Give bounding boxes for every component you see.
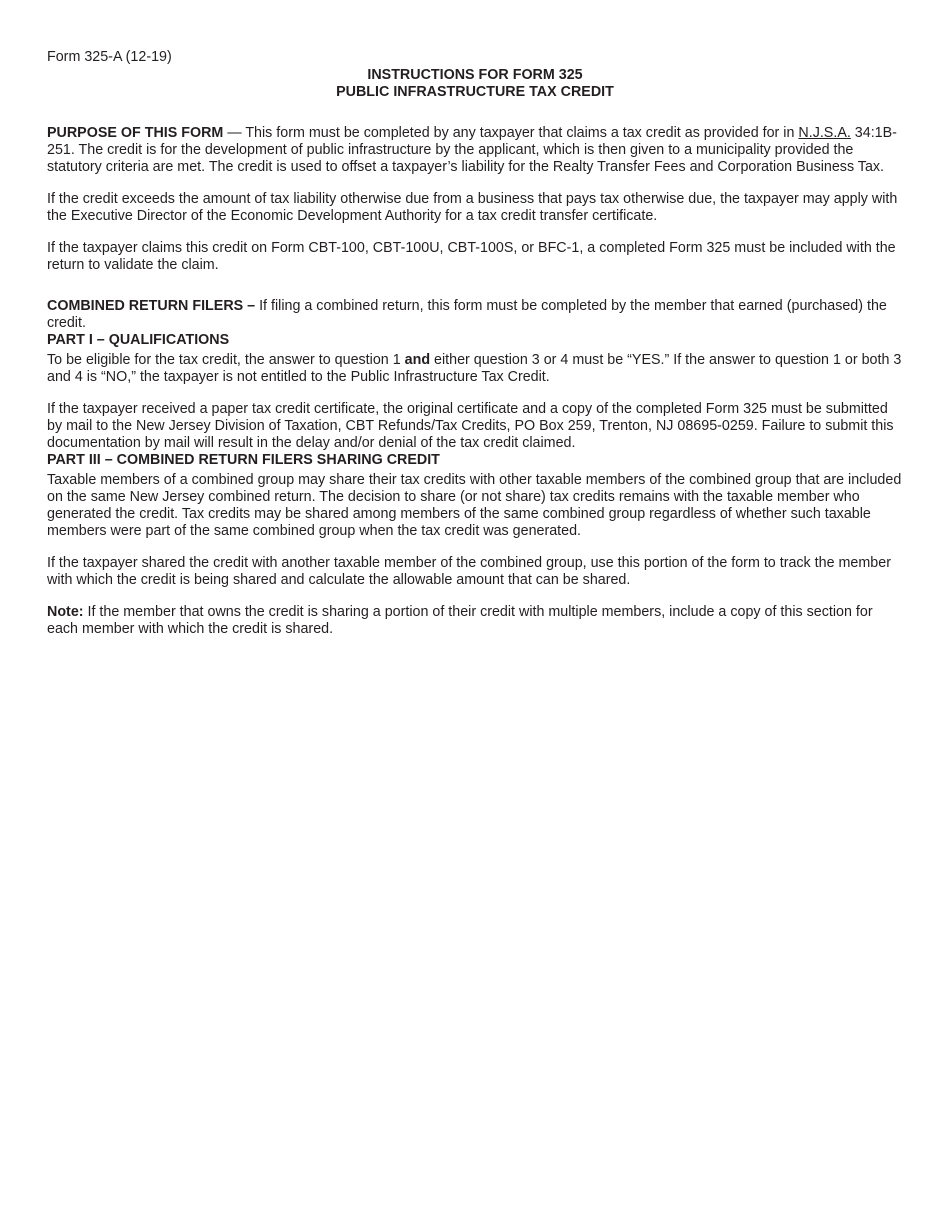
title-line-2: PUBLIC INFRASTRUCTURE TAX CREDIT	[336, 84, 614, 100]
document-title	[47, 67, 903, 101]
part3-paragraph-1: Taxable members of a combined group may share their tax credits with other taxable members of the combined group that are included on the same New Jersey combined return. The decision to share (or not share) tax credits remains with the taxable member who generated the credit. Tax credits may be shared among members of the same combined group regardless of whether such taxable members were part of the same combined group when the tax credit was generated.	[47, 472, 902, 539]
part1-paragraph-1	[47, 352, 903, 386]
purpose-text-a: — This form must be completed by any taxpayer that claims a tax credit as provided for in	[223, 125, 799, 141]
part1-text-a: To be eligible for the tax credit, the answer to question 1	[47, 352, 405, 368]
purpose-paragraph-2: If the credit exceeds the amount of tax liability otherwise due from a business that pays tax otherwise due, the taxpayer may apply with the Executive Director of the Economic Development Authority for a tax credit transfer certificate.	[47, 191, 898, 224]
part1-bold-and: and	[404, 352, 431, 368]
purpose-paragraph-3: If the taxpayer claims this credit on Form CBT-100, CBT-100U, CBT-100S, or BFC-1, a completed Form 325 must be included with the return to validate the claim.	[47, 240, 896, 273]
part3-note	[47, 604, 903, 638]
title-line-1: INSTRUCTIONS FOR FORM 325	[367, 67, 583, 83]
note-text: If the member that owns the credit is sharing a portion of their credit with multiple members, include a copy of this section for each member with which the credit is shared.	[47, 604, 873, 637]
part1-paragraph-2: If the taxpayer received a paper tax credit certificate, the original certificate and a copy of the completed Form 325 must be submitted by mail to the New Jersey Division of Taxation, CBT Refunds/Tax Credits, PO Box 259, Trenton, NJ 08695-0259. Failure to submit this documentation by mail will result in the delay and/or denial of the tax credit claimed.	[47, 401, 894, 451]
part1-heading: PART I – QUALIFICATIONS	[47, 332, 230, 348]
combined-filers-paragraph	[47, 298, 903, 332]
part3-heading: PART III – COMBINED RETURN FILERS SHARING CREDIT	[47, 452, 440, 468]
purpose-paragraph	[47, 125, 903, 176]
part1-text-b: either question 3 or 4 must be “YES.” If the answer to question 1 or both 3 and 4 is “NO,” the taxpayer is not entitled to the Public Infrastructure Tax Credit.	[47, 352, 902, 385]
combined-filers-text: If filing a combined return, this form must be completed by the member that earned (purchased) the credit.	[47, 298, 887, 331]
note-label: Note:	[47, 604, 84, 620]
purpose-text-b: 34:1B-251. The credit is for the development of public infrastructure by the applicant, which is then given to a municipality provided the statutory criteria are met. The credit is used to offset a taxpayer’s liability for the Realty Transfer Fees and Corporation Business Tax.	[47, 125, 897, 175]
purpose-label: PURPOSE OF THIS FORM	[47, 125, 224, 141]
combined-filers-label: COMBINED RETURN FILERS –	[47, 298, 256, 314]
statute-reference: N.J.S.A.	[798, 125, 851, 141]
form-id: Form 325-A (12-19)	[47, 49, 172, 65]
part3-paragraph-2: If the taxpayer shared the credit with another taxable member of the combined group, use this portion of the form to track the member with which the credit is being shared and calculate the allowable amount that can be shared.	[47, 555, 891, 588]
